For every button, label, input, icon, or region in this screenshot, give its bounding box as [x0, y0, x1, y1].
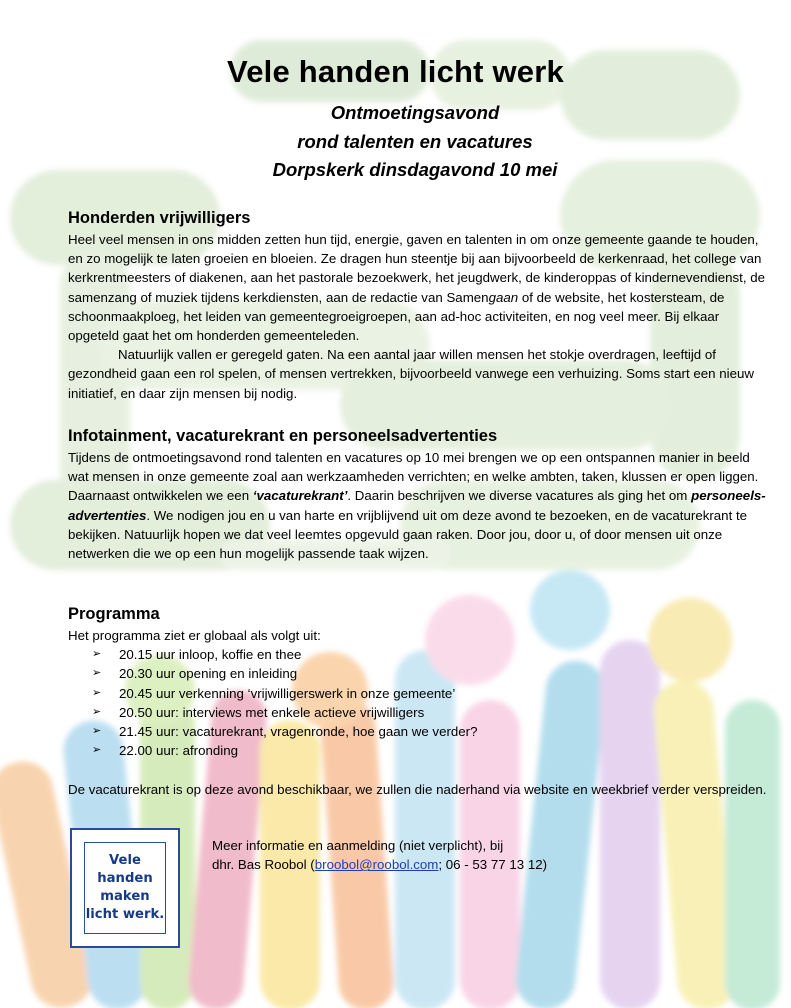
programma-list — [68, 645, 768, 760]
volunteers-paragraph-1 — [68, 230, 768, 345]
list-item — [92, 664, 768, 683]
contact-info — [212, 836, 547, 874]
volunteers-text-a: Heel veel mensen in ons midden zetten hun tijd, energie, gaven en talenten in om onze gemeente gaande te houden, en zo mogelijk te laten groeien en bloeien. Ze dragen hun steentje bij aan bijvoorbeeld de kerkenraad, het college van kerkrentmeesters of diakenen, aan het pastorale bezoekwerk, het jeugdwerk, de kinderoppas of kindernevendienst, de samenzang of muziek tijdens kerkdiensten, aan de redactie van Samen — [68, 232, 766, 305]
list-item — [92, 645, 768, 664]
info-text-a: Tijdens de ontmoetingsavond rond talenten en vacatures op 10 mei brengen we op een ontspannen manier in beeld wat mensen in onze gemeente zoal aan werkzaamheden verrichten; en welke ambten, taken, klussen er open liggen. Daarnaast ontwikkelen we een — [68, 450, 759, 504]
list-item — [92, 684, 768, 703]
list-item — [92, 722, 768, 741]
list-item-text: 21.45 uur: vacaturekrant, vragenronde, hoe gaan we verder? — [119, 724, 478, 740]
delft-tile-logo — [70, 828, 180, 948]
contact-line-2 — [212, 855, 547, 874]
contact-name: dhr. Bas Roobol ( — [212, 857, 315, 873]
email-link[interactable]: broobol@roobol.com — [314, 857, 439, 873]
info-text-b: . Daarin beschrijven we diverse vacatures als ging het om — [347, 488, 692, 504]
arrow-bullet-icon: ➢ — [92, 648, 102, 661]
arrow-bullet-icon: ➢ — [92, 744, 102, 757]
tile-text — [85, 852, 165, 924]
section-volunteers — [68, 208, 768, 403]
tile-line-1: Vele handen — [97, 853, 153, 886]
volunteers-paragraph-2: Natuurlijk vallen er geregeld gaten. Na een aantal jaar willen mensen het stokje overdragen, leeftijd of gezondheid gaan een rol spelen, of mensen vertrekken, bijvoorbeeld vanwege een verhuizing. Soms start een nieuw initiatief, en daar zijn mensen bij nodig. — [68, 347, 754, 401]
info-text-c: . We nodigen jou en u van harte en vrijblijvend uit om deze avond te bezoeken, en de vacaturekrant te bekijken. Natuurlijk hopen we dat veel leemtes opgevuld gaan raken. Door jou, door u, of door mensen uit onze netwerken die we op een hun mogelijk passende taak wijzen. — [68, 507, 748, 562]
tile-line-3: licht werk. — [85, 907, 165, 922]
arrow-bullet-icon: ➢ — [92, 725, 102, 738]
list-item-text: 20.30 uur opening en inleiding — [119, 666, 298, 682]
infotainment-paragraph — [68, 448, 768, 563]
tile-line-2: maken — [100, 889, 150, 904]
volunteers-italic-gaan: gaan — [488, 289, 519, 305]
section-heading-volunteers: Honderden vrijwilligers — [68, 209, 251, 227]
list-item-text: 20.45 uur verkenning ‘vrijwilligerswerk in onze gemeente’ — [119, 685, 456, 701]
section-infotainment — [68, 426, 768, 563]
arrow-bullet-icon: ➢ — [92, 686, 102, 699]
list-item — [92, 741, 768, 760]
list-item-text: 20.15 uur inloop, koffie en thee — [119, 647, 302, 663]
programma-intro: Het programma ziet er globaal als volgt uit: — [68, 628, 321, 643]
list-item-text: 22.00 uur: afronding — [119, 743, 239, 759]
info-emphasis-vacaturekrant: ‘vacaturekrant’ — [252, 488, 348, 504]
section-heading-programma: Programma — [68, 605, 160, 623]
arrow-bullet-icon: ➢ — [92, 705, 102, 718]
section-programma — [68, 604, 768, 800]
programma-closing: De vacaturekrant is op deze avond beschikbaar, we zullen die naderhand via website en weekbrief verder verspreiden. — [68, 782, 767, 798]
tile-frame — [84, 842, 166, 934]
subtitle-line-3: Dorpskerk dinsdagavond 10 mei — [272, 159, 558, 180]
info-emphasis-personeels: personeels-advertenties — [68, 488, 766, 523]
arrow-bullet-icon: ➢ — [92, 667, 102, 680]
contact-line-1: Meer informatie en aanmelding (niet verplicht), bij — [212, 838, 504, 853]
volunteers-text-b: of de website, het kostersteam, de schoonmaakploeg, het leiden van gemeentegroeigroepen, aan ad-hoc activiteiten, en nog veel meer. Bij elkaar opgeteld gaat het om honderden gemeenteleden. — [68, 289, 725, 344]
list-item — [92, 703, 768, 722]
page-title: Vele handen licht werk — [227, 54, 564, 89]
subtitle-line-2: rond talenten en vacatures — [297, 131, 533, 152]
list-item-text: 20.50 uur: interviews met enkele actieve vrijwilligers — [119, 704, 425, 720]
subtitle-line-1: Ontmoetingsavond — [330, 102, 500, 123]
contact-phone: ; 06 - 53 77 13 12) — [438, 857, 548, 873]
section-heading-infotainment: Infotainment, vacaturekrant en personeelsadvertenties — [68, 427, 498, 445]
